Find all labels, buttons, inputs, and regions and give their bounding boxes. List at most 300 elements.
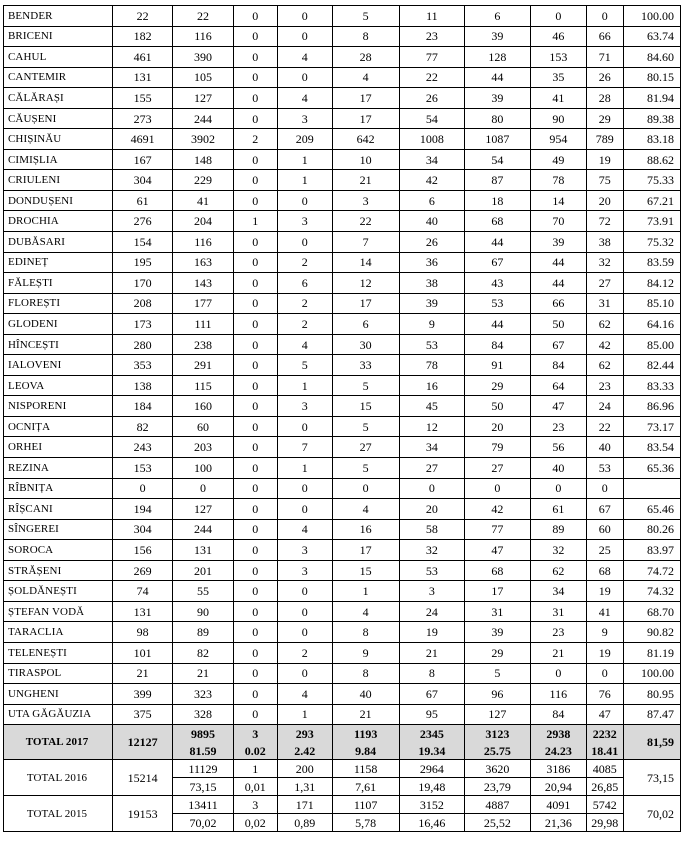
total-count: 12127 xyxy=(113,725,173,760)
table-cell: 5 xyxy=(277,355,332,376)
table-cell: 47 xyxy=(465,540,530,561)
table-cell: 2 xyxy=(277,252,332,273)
total-value: 2964 xyxy=(399,760,464,778)
table-cell: 64.16 xyxy=(623,314,680,335)
table-cell: 21 xyxy=(173,663,233,684)
table-cell: 68 xyxy=(465,211,530,232)
table-cell: 98 xyxy=(113,622,173,643)
table-cell: 84 xyxy=(530,704,586,725)
table-cell: 22 xyxy=(173,6,233,27)
table-cell: 16 xyxy=(399,375,464,396)
table-cell: 1 xyxy=(233,211,277,232)
table-cell: 0 xyxy=(530,663,586,684)
table-cell: 61 xyxy=(113,190,173,211)
table-cell: 163 xyxy=(173,252,233,273)
table-cell: 32 xyxy=(587,252,624,273)
table-cell: 0 xyxy=(233,499,277,520)
table-cell: 177 xyxy=(173,293,233,314)
table-cell: 75.32 xyxy=(623,232,680,253)
district-name: CAHUL xyxy=(4,47,113,68)
table-cell: 73.17 xyxy=(623,416,680,437)
table-cell: 5 xyxy=(332,375,399,396)
table-cell: 68 xyxy=(587,560,624,581)
district-name: RÎȘCANI xyxy=(4,499,113,520)
table-cell: 53 xyxy=(587,458,624,479)
table-cell: 4 xyxy=(277,684,332,705)
table-cell: 3 xyxy=(277,540,332,561)
table-cell: 21 xyxy=(399,642,464,663)
table-cell: 67 xyxy=(530,334,586,355)
district-name: DONDUȘENI xyxy=(4,190,113,211)
table-cell: 0 xyxy=(233,396,277,417)
table-cell: 84 xyxy=(465,334,530,355)
district-name: DROCHIA xyxy=(4,211,113,232)
table-cell: 32 xyxy=(530,540,586,561)
table-cell: 204 xyxy=(173,211,233,232)
table-row xyxy=(4,560,681,581)
table-cell: 28 xyxy=(587,88,624,109)
table-cell: 27 xyxy=(465,458,530,479)
table-row xyxy=(4,67,681,88)
table-cell: 43 xyxy=(465,273,530,294)
table-cell: 28 xyxy=(332,47,399,68)
table-cell: 29 xyxy=(587,108,624,129)
table-cell: 47 xyxy=(530,396,586,417)
table-cell: 0 xyxy=(277,67,332,88)
table-cell: 84.60 xyxy=(623,47,680,68)
district-name: ȘTEFAN VODĂ xyxy=(4,601,113,622)
district-name: LEOVA xyxy=(4,375,113,396)
total-percent: 9.84 xyxy=(332,742,399,760)
table-row xyxy=(4,396,681,417)
table-cell: 85.00 xyxy=(623,334,680,355)
table-cell: 39 xyxy=(465,88,530,109)
table-cell: 115 xyxy=(173,375,233,396)
table-cell: 182 xyxy=(113,26,173,47)
district-name: CRIULENI xyxy=(4,170,113,191)
district-name: TIRASPOL xyxy=(4,663,113,684)
table-cell: 65.36 xyxy=(623,458,680,479)
total-row xyxy=(4,796,681,814)
table-row xyxy=(4,519,681,540)
table-cell: 2 xyxy=(277,293,332,314)
table-cell: 15 xyxy=(332,396,399,417)
table-cell: 8 xyxy=(399,663,464,684)
table-cell: 54 xyxy=(399,108,464,129)
table-cell: 138 xyxy=(113,375,173,396)
table-cell: 4 xyxy=(332,67,399,88)
table-cell: 154 xyxy=(113,232,173,253)
total-percent: 1,31 xyxy=(277,778,332,796)
table-row xyxy=(4,684,681,705)
table-cell: 155 xyxy=(113,88,173,109)
table-row xyxy=(4,478,681,499)
table-row xyxy=(4,581,681,602)
table-cell: 127 xyxy=(173,499,233,520)
table-cell: 23 xyxy=(530,622,586,643)
table-cell: 0 xyxy=(233,601,277,622)
table-cell: 53 xyxy=(399,334,464,355)
table-cell: 353 xyxy=(113,355,173,376)
table-cell: 238 xyxy=(173,334,233,355)
table-cell: 1087 xyxy=(465,129,530,150)
district-name: CANTEMIR xyxy=(4,67,113,88)
table-cell: 0 xyxy=(173,478,233,499)
table-cell: 82.44 xyxy=(623,355,680,376)
district-name: DUBĂSARI xyxy=(4,232,113,253)
table-cell: 1 xyxy=(277,170,332,191)
table-cell: 19 xyxy=(399,622,464,643)
table-cell: 17 xyxy=(332,293,399,314)
table-cell: 67 xyxy=(399,684,464,705)
total-value: 3 xyxy=(233,796,277,814)
table-row xyxy=(4,622,681,643)
table-cell: 100.00 xyxy=(623,6,680,27)
table-cell: 55 xyxy=(173,581,233,602)
table-cell: 6 xyxy=(277,273,332,294)
table-cell: 49 xyxy=(530,149,586,170)
table-cell: 0 xyxy=(233,108,277,129)
total-percent: 18.41 xyxy=(587,742,624,760)
table-row xyxy=(4,6,681,27)
table-cell: 62 xyxy=(530,560,586,581)
table-cell: 67 xyxy=(587,499,624,520)
district-name: BRICENI xyxy=(4,26,113,47)
total-percent: 0,89 xyxy=(277,814,332,832)
table-cell: 88.62 xyxy=(623,149,680,170)
table-cell: 26 xyxy=(399,232,464,253)
total-percent: 73,15 xyxy=(173,778,233,796)
table-cell: 0 xyxy=(530,6,586,27)
table-cell: 44 xyxy=(465,232,530,253)
table-cell: 100 xyxy=(173,458,233,479)
total-percent: 23,79 xyxy=(465,778,530,796)
table-cell: 323 xyxy=(173,684,233,705)
table-cell: 72 xyxy=(587,211,624,232)
table-cell: 18 xyxy=(465,190,530,211)
total-value: 3152 xyxy=(399,796,464,814)
table-cell: 0 xyxy=(277,232,332,253)
table-cell: 127 xyxy=(465,704,530,725)
table-cell: 39 xyxy=(399,293,464,314)
table-cell: 44 xyxy=(530,273,586,294)
table-cell: 76 xyxy=(587,684,624,705)
table-cell: 0 xyxy=(233,232,277,253)
table-cell: 244 xyxy=(173,108,233,129)
table-cell: 75 xyxy=(587,170,624,191)
table-cell: 90 xyxy=(173,601,233,622)
table-cell: 304 xyxy=(113,519,173,540)
table-cell: 148 xyxy=(173,149,233,170)
table-cell: 87.47 xyxy=(623,704,680,725)
table-cell: 33 xyxy=(332,355,399,376)
table-cell: 291 xyxy=(173,355,233,376)
total-row xyxy=(4,725,681,743)
district-name: TELENEȘTI xyxy=(4,642,113,663)
table-cell: 31 xyxy=(530,601,586,622)
table-cell: 81.19 xyxy=(623,642,680,663)
table-cell: 3 xyxy=(332,190,399,211)
table-cell: 45 xyxy=(399,396,464,417)
table-cell: 1 xyxy=(277,149,332,170)
table-cell: 116 xyxy=(530,684,586,705)
table-cell: 80.15 xyxy=(623,67,680,88)
table-row xyxy=(4,642,681,663)
table-cell: 91 xyxy=(465,355,530,376)
table-row xyxy=(4,252,681,273)
district-name: IALOVENI xyxy=(4,355,113,376)
table-cell: 19 xyxy=(587,149,624,170)
table-cell: 86.96 xyxy=(623,396,680,417)
table-cell: 208 xyxy=(113,293,173,314)
table-cell: 0 xyxy=(233,6,277,27)
table-cell: 14 xyxy=(530,190,586,211)
table-cell: 3 xyxy=(277,396,332,417)
table-cell: 399 xyxy=(113,684,173,705)
total-value: 9895 xyxy=(173,725,233,743)
table-cell: 83.59 xyxy=(623,252,680,273)
district-name: UTA GĂGĂUZIA xyxy=(4,704,113,725)
total-percent: 25.75 xyxy=(465,742,530,760)
table-cell: 5 xyxy=(332,458,399,479)
table-cell: 0 xyxy=(277,26,332,47)
table-cell: 0 xyxy=(233,149,277,170)
table-cell: 64 xyxy=(530,375,586,396)
table-cell: 0 xyxy=(587,478,624,499)
table-cell: 390 xyxy=(173,47,233,68)
district-name: GLODENI xyxy=(4,314,113,335)
table-cell: 0 xyxy=(530,478,586,499)
table-cell: 17 xyxy=(332,540,399,561)
table-cell: 41 xyxy=(530,88,586,109)
table-cell: 0 xyxy=(465,478,530,499)
table-cell: 74.32 xyxy=(623,581,680,602)
table-cell: 84.12 xyxy=(623,273,680,294)
table-cell: 29 xyxy=(465,375,530,396)
table-cell: 22 xyxy=(399,67,464,88)
table-cell: 82 xyxy=(173,642,233,663)
table-cell: 65.46 xyxy=(623,499,680,520)
table-row xyxy=(4,26,681,47)
table-cell: 30 xyxy=(332,334,399,355)
table-row xyxy=(4,458,681,479)
table-cell: 0 xyxy=(233,519,277,540)
table-cell: 89 xyxy=(173,622,233,643)
table-cell: 4 xyxy=(332,601,399,622)
table-cell: 194 xyxy=(113,499,173,520)
table-cell: 83.33 xyxy=(623,375,680,396)
district-name: HÎNCEȘTI xyxy=(4,334,113,355)
table-cell: 15 xyxy=(332,560,399,581)
total-value: 4091 xyxy=(530,796,586,814)
table-cell: 40 xyxy=(530,458,586,479)
table-cell: 3 xyxy=(277,108,332,129)
table-cell: 85.10 xyxy=(623,293,680,314)
table-cell: 50 xyxy=(530,314,586,335)
table-cell: 5 xyxy=(332,6,399,27)
total-percent: 0,01 xyxy=(233,778,277,796)
total-rate: 70,02 xyxy=(623,796,680,832)
table-cell: 195 xyxy=(113,252,173,273)
table-cell: 0 xyxy=(233,26,277,47)
table-row xyxy=(4,314,681,335)
total-percent: 19,48 xyxy=(399,778,464,796)
table-cell: 10 xyxy=(332,149,399,170)
table-cell: 9 xyxy=(332,642,399,663)
table-cell: 131 xyxy=(113,601,173,622)
table-cell: 90.82 xyxy=(623,622,680,643)
total-value: 171 xyxy=(277,796,332,814)
table-cell: 74 xyxy=(113,581,173,602)
total-percent: 0.02 xyxy=(233,742,277,760)
table-cell: 46 xyxy=(530,26,586,47)
table-cell: 0 xyxy=(233,293,277,314)
table-cell: 63.74 xyxy=(623,26,680,47)
district-name: ȘOLDĂNEȘTI xyxy=(4,581,113,602)
table-cell: 2 xyxy=(277,642,332,663)
table-cell: 0 xyxy=(233,355,277,376)
table-cell: 62 xyxy=(587,355,624,376)
table-cell: 0 xyxy=(277,6,332,27)
table-cell: 229 xyxy=(173,170,233,191)
district-name: UNGHENI xyxy=(4,684,113,705)
table-cell: 80 xyxy=(465,108,530,129)
table-cell: 0 xyxy=(332,478,399,499)
table-cell: 0 xyxy=(233,170,277,191)
table-cell: 68 xyxy=(465,560,530,581)
table-cell: 68.70 xyxy=(623,601,680,622)
total-value: 13411 xyxy=(173,796,233,814)
total-value: 3123 xyxy=(465,725,530,743)
table-cell: 53 xyxy=(465,293,530,314)
table-cell: 9 xyxy=(587,622,624,643)
table-cell: 41 xyxy=(587,601,624,622)
table-cell: 77 xyxy=(399,47,464,68)
table-cell: 95 xyxy=(399,704,464,725)
table-cell: 89.38 xyxy=(623,108,680,129)
district-name: NISPORENI xyxy=(4,396,113,417)
table-cell: 27 xyxy=(399,458,464,479)
table-cell: 160 xyxy=(173,396,233,417)
table-cell: 80.95 xyxy=(623,684,680,705)
total-value: 200 xyxy=(277,760,332,778)
table-row xyxy=(4,601,681,622)
table-cell: 6 xyxy=(465,6,530,27)
table-cell: 1 xyxy=(332,581,399,602)
district-name: OCNIȚA xyxy=(4,416,113,437)
total-count: 15214 xyxy=(113,760,173,796)
total-rate: 73,15 xyxy=(623,760,680,796)
table-cell: 2 xyxy=(277,314,332,335)
district-name: TARACLIA xyxy=(4,622,113,643)
table-cell: 0 xyxy=(113,478,173,499)
table-cell: 31 xyxy=(465,601,530,622)
table-cell: 0 xyxy=(233,437,277,458)
table-cell: 128 xyxy=(465,47,530,68)
table-row xyxy=(4,211,681,232)
table-cell: 60 xyxy=(173,416,233,437)
table-cell: 22 xyxy=(332,211,399,232)
table-cell: 40 xyxy=(399,211,464,232)
district-name: CĂLĂRAȘI xyxy=(4,88,113,109)
table-cell: 3 xyxy=(399,581,464,602)
table-cell: 12 xyxy=(332,273,399,294)
table-cell: 36 xyxy=(399,252,464,273)
total-rate: 81,59 xyxy=(623,725,680,760)
table-cell: 23 xyxy=(587,375,624,396)
table-cell: 167 xyxy=(113,149,173,170)
table-cell: 44 xyxy=(465,67,530,88)
total-percent: 0,02 xyxy=(233,814,277,832)
table-cell: 27 xyxy=(587,273,624,294)
table-row xyxy=(4,170,681,191)
total-percent: 70,02 xyxy=(173,814,233,832)
table-cell: 20 xyxy=(587,190,624,211)
total-value: 1 xyxy=(233,760,277,778)
district-name: FLOREȘTI xyxy=(4,293,113,314)
table-cell: 1 xyxy=(277,375,332,396)
table-cell: 16 xyxy=(332,519,399,540)
table-cell: 209 xyxy=(277,129,332,150)
table-cell: 3902 xyxy=(173,129,233,150)
table-cell: 21 xyxy=(332,170,399,191)
table-cell: 276 xyxy=(113,211,173,232)
total-percent: 26,85 xyxy=(587,778,624,796)
table-cell: 4 xyxy=(277,47,332,68)
total-percent: 81.59 xyxy=(173,742,233,760)
total-percent: 16,46 xyxy=(399,814,464,832)
district-name: CHIȘINĂU xyxy=(4,129,113,150)
total-label: TOTAL 2015 xyxy=(4,796,113,832)
table-cell: 0 xyxy=(277,190,332,211)
table-cell: 17 xyxy=(332,108,399,129)
table-row xyxy=(4,416,681,437)
table-cell: 0 xyxy=(277,478,332,499)
total-value: 1158 xyxy=(332,760,399,778)
table-cell: 74.72 xyxy=(623,560,680,581)
table-cell: 304 xyxy=(113,170,173,191)
total-value: 11129 xyxy=(173,760,233,778)
table-row xyxy=(4,437,681,458)
table-cell: 81.94 xyxy=(623,88,680,109)
table-cell: 83.54 xyxy=(623,437,680,458)
table-cell: 90 xyxy=(530,108,586,129)
table-cell: 4 xyxy=(277,88,332,109)
table-row xyxy=(4,108,681,129)
table-cell: 0 xyxy=(233,581,277,602)
total-value: 4887 xyxy=(465,796,530,814)
table-cell: 143 xyxy=(173,273,233,294)
table-cell: 0 xyxy=(233,375,277,396)
table-cell: 50 xyxy=(465,396,530,417)
table-cell: 131 xyxy=(173,540,233,561)
table-cell: 14 xyxy=(332,252,399,273)
table-cell: 22 xyxy=(113,6,173,27)
table-cell: 0 xyxy=(277,622,332,643)
table-cell: 71 xyxy=(587,47,624,68)
table-cell: 17 xyxy=(332,88,399,109)
table-cell: 201 xyxy=(173,560,233,581)
table-cell: 1 xyxy=(277,458,332,479)
table-cell: 1008 xyxy=(399,129,464,150)
table-cell: 77 xyxy=(465,519,530,540)
table-row xyxy=(4,334,681,355)
table-cell: 67.21 xyxy=(623,190,680,211)
table-cell: 0 xyxy=(233,190,277,211)
table-cell: 26 xyxy=(399,88,464,109)
table-cell: 5 xyxy=(332,416,399,437)
district-name: CIMIȘLIA xyxy=(4,149,113,170)
